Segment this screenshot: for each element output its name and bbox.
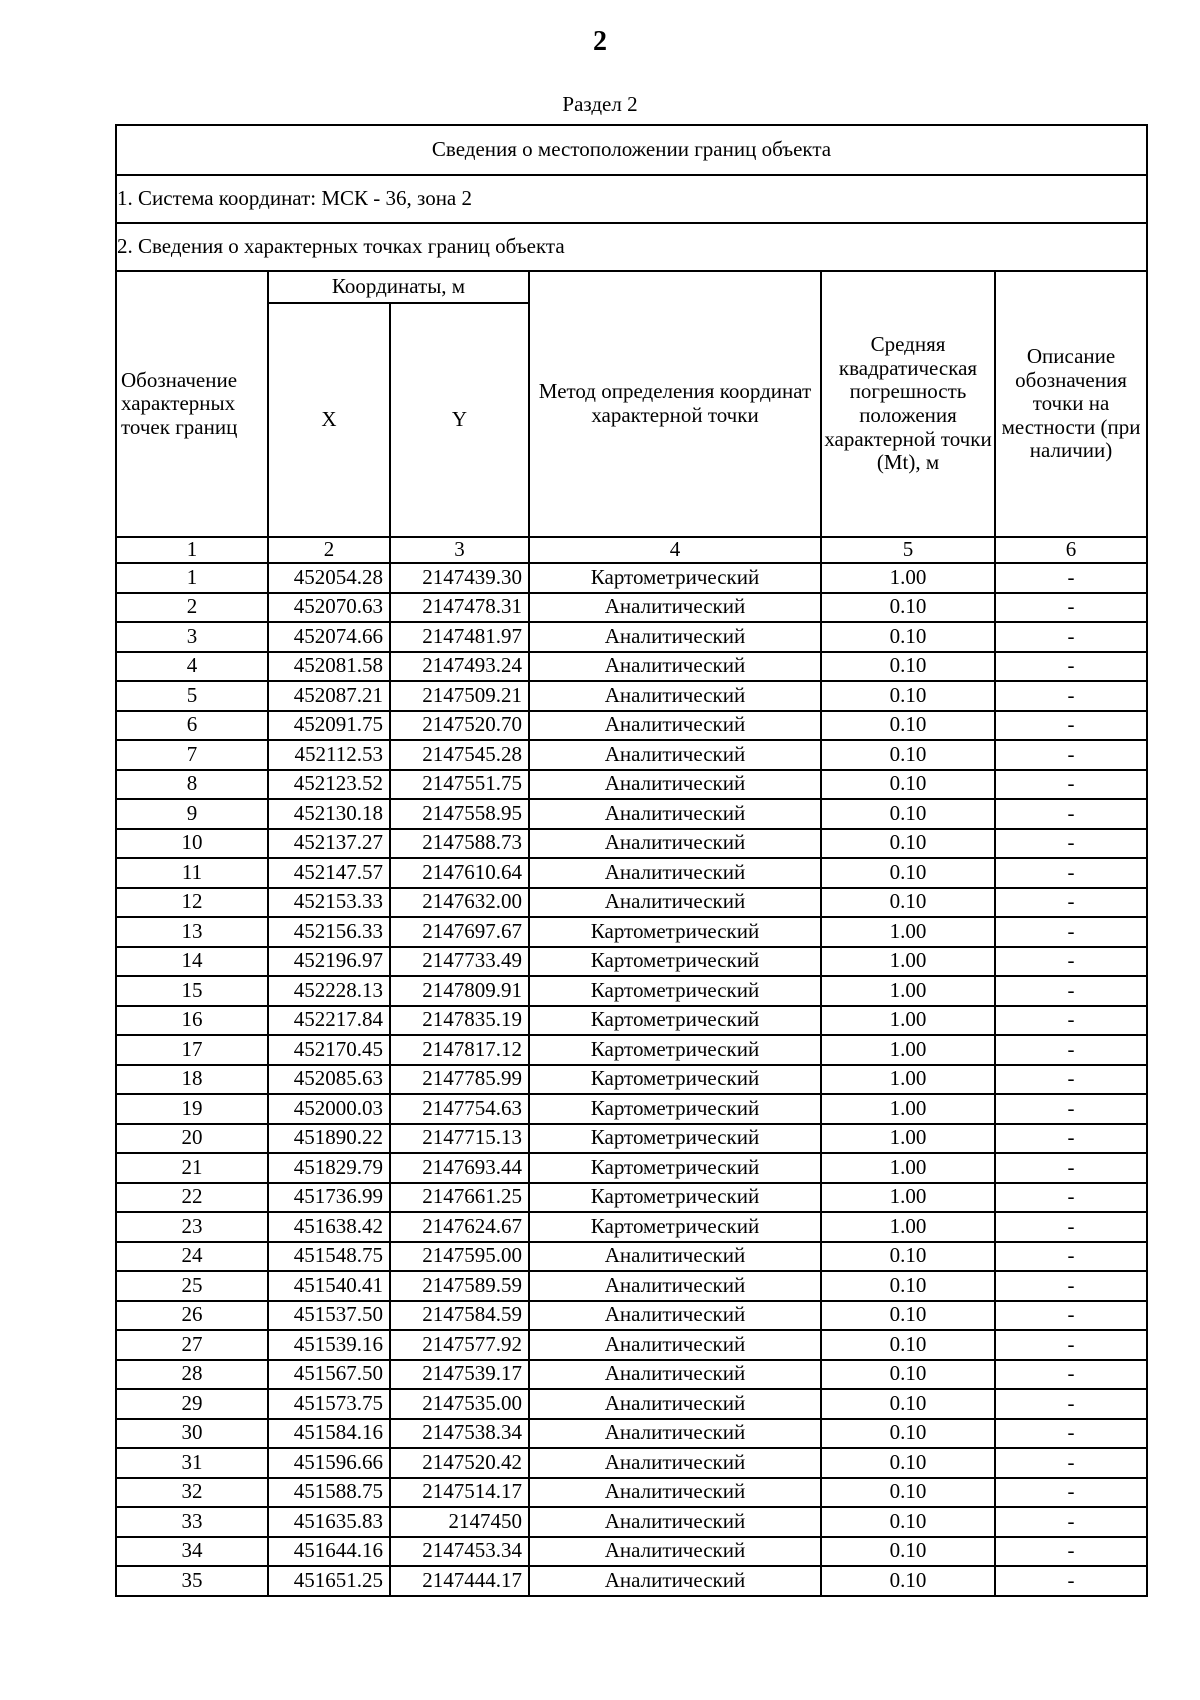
method: Аналитический [529,858,821,888]
mt-error: 0.10 [821,1537,995,1567]
coord-y: 2147535.00 [390,1389,529,1419]
header-designation: Обозначение характерных точек границ [116,271,268,537]
coord-y: 2147439.30 [390,563,529,593]
coord-x: 452081.58 [268,652,390,682]
coord-y: 2147551.75 [390,770,529,800]
point-number: 2 [116,593,268,623]
table-row [116,681,1147,711]
point-description: - [995,888,1147,918]
method: Аналитический [529,740,821,770]
coord-y: 2147520.42 [390,1448,529,1478]
table-row [116,829,1147,859]
coord-x: 452170.45 [268,1035,390,1065]
header-description: Описание обозначения точки на местности (при наличии) [995,271,1147,537]
method: Картометрический [529,1153,821,1183]
mt-error: 1.00 [821,1153,995,1183]
method: Картометрический [529,1124,821,1154]
point-number: 3 [116,622,268,652]
coord-x: 451736.99 [268,1183,390,1213]
point-description: - [995,1212,1147,1242]
mt-error: 0.10 [821,652,995,682]
point-number: 33 [116,1507,268,1537]
method: Аналитический [529,1537,821,1567]
point-description: - [995,1478,1147,1508]
point-number: 9 [116,799,268,829]
method: Картометрический [529,976,821,1006]
coord-y: 2147478.31 [390,593,529,623]
coord-y: 2147453.34 [390,1537,529,1567]
point-number: 10 [116,829,268,859]
point-number: 27 [116,1330,268,1360]
method: Картометрический [529,1035,821,1065]
table-row [116,917,1147,947]
coord-x: 452000.03 [268,1094,390,1124]
point-number: 31 [116,1448,268,1478]
method: Аналитический [529,1330,821,1360]
mt-error: 0.10 [821,740,995,770]
point-description: - [995,917,1147,947]
coord-y: 2147493.24 [390,652,529,682]
table-title: Сведения о местоположении границ объекта [116,125,1147,175]
method: Картометрический [529,1065,821,1095]
coord-x: 452217.84 [268,1006,390,1036]
point-number: 12 [116,888,268,918]
header-y: Y [390,303,529,537]
table-row [116,1094,1147,1124]
point-description: - [995,799,1147,829]
section-title: Раздел 2 [562,92,638,116]
point-number: 8 [116,770,268,800]
coord-x: 451573.75 [268,1389,390,1419]
table-row [116,858,1147,888]
coord-y: 2147450 [390,1507,529,1537]
coord-x: 452087.21 [268,681,390,711]
mt-error: 1.00 [821,1094,995,1124]
points-heading: 2. Сведения о характерных точках границ объекта [116,223,1147,271]
mt-error: 0.10 [821,1271,995,1301]
coord-x: 451635.83 [268,1507,390,1537]
method: Аналитический [529,1478,821,1508]
point-number: 25 [116,1271,268,1301]
mt-error: 0.10 [821,1360,995,1390]
coord-y: 2147809.91 [390,976,529,1006]
mt-error: 1.00 [821,1183,995,1213]
mt-error: 0.10 [821,1330,995,1360]
coord-x: 451588.75 [268,1478,390,1508]
point-number: 19 [116,1094,268,1124]
method: Картометрический [529,917,821,947]
table-row [116,1153,1147,1183]
table-row [116,1389,1147,1419]
table-row [116,1507,1147,1537]
table-row [116,622,1147,652]
point-description: - [995,1537,1147,1567]
point-description: - [995,1507,1147,1537]
point-description: - [995,622,1147,652]
coord-x: 451540.41 [268,1271,390,1301]
point-description: - [995,1153,1147,1183]
point-number: 5 [116,681,268,711]
point-description: - [995,1094,1147,1124]
column-number: 5 [821,537,995,563]
coord-x: 451644.16 [268,1537,390,1567]
table-row [116,563,1147,593]
table-row [116,1360,1147,1390]
point-description: - [995,711,1147,741]
coord-y: 2147514.17 [390,1478,529,1508]
point-description: - [995,1389,1147,1419]
coord-x: 452070.63 [268,593,390,623]
point-description: - [995,947,1147,977]
method: Картометрический [529,563,821,593]
method: Аналитический [529,1242,821,1272]
point-number: 16 [116,1006,268,1036]
table-row [116,799,1147,829]
point-number: 20 [116,1124,268,1154]
point-number: 32 [116,1478,268,1508]
mt-error: 0.10 [821,888,995,918]
mt-error: 0.10 [821,681,995,711]
mt-error: 0.10 [821,1301,995,1331]
point-description: - [995,829,1147,859]
table-row [116,1065,1147,1095]
mt-error: 1.00 [821,1035,995,1065]
coord-x: 452196.97 [268,947,390,977]
table-row [116,976,1147,1006]
coord-x: 452147.57 [268,858,390,888]
coord-y: 2147632.00 [390,888,529,918]
method: Картометрический [529,1006,821,1036]
coord-x: 451539.16 [268,1330,390,1360]
point-number: 18 [116,1065,268,1095]
method: Аналитический [529,1301,821,1331]
column-number: 4 [529,537,821,563]
mt-error: 0.10 [821,799,995,829]
column-number: 2 [268,537,390,563]
coordinate-system: 1. Система координат: МСК - 36, зона 2 [116,175,1147,223]
coord-y: 2147693.44 [390,1153,529,1183]
point-number: 26 [116,1301,268,1331]
table-row [116,1566,1147,1596]
page-number: 2 [593,26,607,57]
coord-y: 2147545.28 [390,740,529,770]
mt-error: 0.10 [821,1419,995,1449]
coord-y: 2147661.25 [390,1183,529,1213]
coord-y: 2147817.12 [390,1035,529,1065]
method: Аналитический [529,1507,821,1537]
table-row [116,711,1147,741]
method: Аналитический [529,652,821,682]
coord-x: 451548.75 [268,1242,390,1272]
method: Картометрический [529,1094,821,1124]
coord-y: 2147584.59 [390,1301,529,1331]
coord-x: 452085.63 [268,1065,390,1095]
coord-y: 2147624.67 [390,1212,529,1242]
point-description: - [995,1183,1147,1213]
coord-y: 2147588.73 [390,829,529,859]
point-number: 35 [116,1566,268,1596]
coord-x: 451584.16 [268,1419,390,1449]
method: Аналитический [529,1271,821,1301]
mt-error: 1.00 [821,1212,995,1242]
point-description: - [995,1271,1147,1301]
coord-x: 451596.66 [268,1448,390,1478]
point-description: - [995,1242,1147,1272]
point-number: 24 [116,1242,268,1272]
coord-x: 452123.52 [268,770,390,800]
point-number: 13 [116,917,268,947]
mt-error: 0.10 [821,1242,995,1272]
point-number: 14 [116,947,268,977]
coord-x: 452137.27 [268,829,390,859]
table-row [116,740,1147,770]
mt-error: 1.00 [821,1124,995,1154]
method: Аналитический [529,711,821,741]
column-number: 3 [390,537,529,563]
mt-error: 0.10 [821,1478,995,1508]
method: Аналитический [529,770,821,800]
mt-error: 1.00 [821,917,995,947]
coord-y: 2147697.67 [390,917,529,947]
header-x: X [268,303,390,537]
coord-x: 452156.33 [268,917,390,947]
point-number: 34 [116,1537,268,1567]
mt-error: 0.10 [821,858,995,888]
coord-x: 452153.33 [268,888,390,918]
method: Аналитический [529,829,821,859]
point-description: - [995,681,1147,711]
point-number: 30 [116,1419,268,1449]
table-row [116,1035,1147,1065]
point-number: 15 [116,976,268,1006]
mt-error: 0.10 [821,1566,995,1596]
coord-y: 2147715.13 [390,1124,529,1154]
mt-error: 0.10 [821,1507,995,1537]
point-description: - [995,1035,1147,1065]
coord-x: 451567.50 [268,1360,390,1390]
mt-error: 0.10 [821,829,995,859]
point-description: - [995,652,1147,682]
mt-error: 0.10 [821,770,995,800]
table-row [116,593,1147,623]
mt-error: 0.10 [821,711,995,741]
table-row [116,1478,1147,1508]
coord-y: 2147520.70 [390,711,529,741]
coord-x: 451651.25 [268,1566,390,1596]
point-description: - [995,1330,1147,1360]
table-row [116,770,1147,800]
point-description: - [995,740,1147,770]
mt-error: 1.00 [821,1006,995,1036]
mt-error: 1.00 [821,976,995,1006]
mt-error: 0.10 [821,593,995,623]
table-row [116,888,1147,918]
table-row [116,1212,1147,1242]
coord-x: 451890.22 [268,1124,390,1154]
table-row [116,1419,1147,1449]
method: Аналитический [529,622,821,652]
header-error: Средняя квадратическая погрешность положения характерной точки (Mt), м [821,271,995,537]
coord-y: 2147610.64 [390,858,529,888]
coord-y: 2147754.63 [390,1094,529,1124]
table-row [116,1006,1147,1036]
coord-y: 2147595.00 [390,1242,529,1272]
coord-x: 452112.53 [268,740,390,770]
method: Аналитический [529,799,821,829]
method: Картометрический [529,947,821,977]
method: Картометрический [529,1212,821,1242]
coord-y: 2147481.97 [390,622,529,652]
point-description: - [995,1065,1147,1095]
table-row [116,1537,1147,1567]
point-description: - [995,1006,1147,1036]
coord-y: 2147589.59 [390,1271,529,1301]
point-number: 22 [116,1183,268,1213]
point-number: 23 [116,1212,268,1242]
mt-error: 1.00 [821,1065,995,1095]
point-number: 6 [116,711,268,741]
column-number: 1 [116,537,268,563]
header-coordinates: Координаты, м [268,271,529,303]
coord-x: 452130.18 [268,799,390,829]
coord-y: 2147539.17 [390,1360,529,1390]
coord-x: 452091.75 [268,711,390,741]
method: Аналитический [529,1389,821,1419]
mt-error: 0.10 [821,1389,995,1419]
coord-x: 451537.50 [268,1301,390,1331]
boundary-points-table [115,124,1148,1597]
table-row [116,1183,1147,1213]
point-description: - [995,1448,1147,1478]
table-row [116,1271,1147,1301]
coord-y: 2147785.99 [390,1065,529,1095]
mt-error: 1.00 [821,563,995,593]
table-row [116,1242,1147,1272]
table-row [116,652,1147,682]
point-number: 21 [116,1153,268,1183]
coord-y: 2147733.49 [390,947,529,977]
point-number: 1 [116,563,268,593]
point-number: 29 [116,1389,268,1419]
method: Аналитический [529,1448,821,1478]
table-row [116,1330,1147,1360]
point-description: - [995,1301,1147,1331]
point-number: 4 [116,652,268,682]
table-row [116,1448,1147,1478]
table-row [116,1301,1147,1331]
coord-y: 2147509.21 [390,681,529,711]
method: Аналитический [529,1419,821,1449]
point-number: 28 [116,1360,268,1390]
point-number: 7 [116,740,268,770]
coord-y: 2147444.17 [390,1566,529,1596]
coord-x: 451829.79 [268,1153,390,1183]
point-description: - [995,1360,1147,1390]
mt-error: 1.00 [821,947,995,977]
point-description: - [995,976,1147,1006]
point-description: - [995,858,1147,888]
method: Аналитический [529,888,821,918]
point-number: 11 [116,858,268,888]
method: Аналитический [529,681,821,711]
method: Аналитический [529,1360,821,1390]
mt-error: 0.10 [821,1448,995,1478]
point-description: - [995,1419,1147,1449]
point-number: 17 [116,1035,268,1065]
mt-error: 0.10 [821,622,995,652]
coord-x: 451638.42 [268,1212,390,1242]
coord-y: 2147577.92 [390,1330,529,1360]
point-description: - [995,1566,1147,1596]
coord-y: 2147538.34 [390,1419,529,1449]
header-method: Метод определения координат характерной точки [529,271,821,537]
coord-y: 2147558.95 [390,799,529,829]
method: Аналитический [529,1566,821,1596]
point-description: - [995,770,1147,800]
coord-y: 2147835.19 [390,1006,529,1036]
table-row [116,1124,1147,1154]
coord-x: 452228.13 [268,976,390,1006]
method: Картометрический [529,1183,821,1213]
column-number: 6 [995,537,1147,563]
method: Аналитический [529,593,821,623]
table-row [116,947,1147,977]
coord-x: 452054.28 [268,563,390,593]
point-description: - [995,563,1147,593]
coord-x: 452074.66 [268,622,390,652]
point-description: - [995,1124,1147,1154]
point-description: - [995,593,1147,623]
